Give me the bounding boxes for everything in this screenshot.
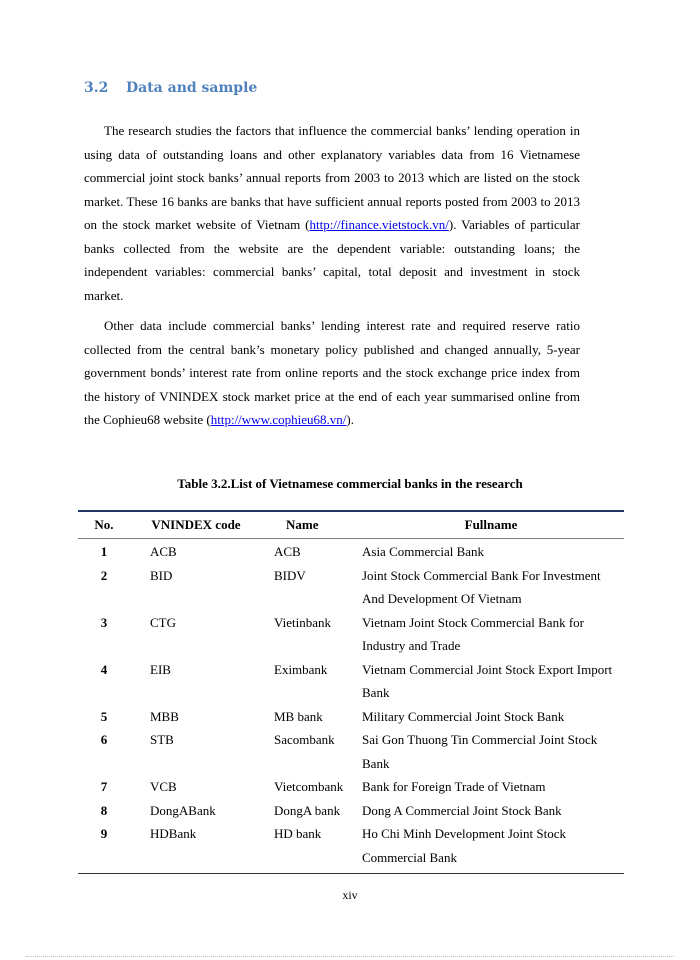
cell-fullname: Joint Stock Commercial Bank For Investment And Development Of Vietnam	[362, 567, 601, 606]
paragraph-text: ).	[346, 412, 354, 427]
cell-code: EIB	[150, 661, 171, 677]
cell-code: BID	[150, 567, 173, 583]
header-name: Name	[262, 511, 358, 539]
cell-name: MB bank	[274, 708, 323, 724]
cell-no: 5	[100, 708, 108, 724]
table-caption: Table 3.2.List of Vietnamese commercial banks in the research	[177, 476, 523, 491]
cell-code: STB	[150, 732, 174, 747]
cell-fullname: Vietnam Joint Stock Commercial Bank for Industry and Trade	[362, 614, 584, 653]
table-header-row	[78, 511, 624, 539]
cell-code: MBB	[150, 708, 179, 724]
cell-fullname: Dong A Commercial Joint Stock Bank	[362, 802, 562, 818]
cell-code: DongABank	[150, 802, 216, 818]
cell-name: Vietinbank	[274, 614, 331, 630]
paragraph-research-data	[84, 119, 580, 307]
cell-fullname: Bank for Foreign Trade of Vietnam	[362, 779, 546, 794]
cell-no: 6	[100, 732, 108, 747]
cell-fullname: Vietnam Commercial Joint Stock Export Import Bank	[362, 661, 613, 700]
banks-table	[78, 510, 624, 874]
cell-no: 3	[100, 614, 108, 630]
cell-no: 9	[78, 822, 130, 874]
table-row	[78, 822, 624, 874]
header-vnindex-code: VNINDEX code	[130, 511, 262, 539]
page-edge-divider	[26, 956, 674, 957]
cell-code: HDBank	[130, 822, 262, 874]
vietstock-link[interactable]: http://finance.vietstock.vn/	[309, 217, 449, 232]
table-row	[78, 728, 624, 775]
table-row	[78, 564, 624, 611]
cell-no: 8	[100, 802, 108, 818]
table-row	[78, 775, 624, 799]
cell-code: VCB	[150, 779, 177, 794]
cophieu68-link[interactable]: http://www.cophieu68.vn/	[210, 412, 347, 427]
paragraph-other-data	[84, 314, 580, 432]
cell-no: 2	[100, 567, 108, 583]
cell-code: CTG	[150, 614, 176, 630]
header-no: No.	[78, 511, 130, 539]
table-row	[78, 539, 624, 564]
cell-name: Eximbank	[274, 661, 328, 677]
cell-no: 1	[100, 544, 108, 559]
cell-code: ACB	[150, 544, 177, 559]
cell-fullname: Asia Commercial Bank	[362, 544, 485, 559]
cell-fullname: Military Commercial Joint Stock Bank	[362, 708, 565, 724]
cell-name: Sacombank	[274, 732, 335, 747]
cell-fullname: Ho Chi Minh Development Joint Stock Commercial Bank	[358, 822, 624, 874]
table-row	[78, 658, 624, 705]
cell-fullname: Sai Gon Thuong Tin Commercial Joint Stock Bank	[362, 732, 598, 771]
header-fullname: Fullname	[358, 511, 624, 539]
section-number: 3.2	[84, 80, 109, 96]
paragraph-text: Other data include commercial banks’ lending interest rate and required reserve ratio collected from the central bank’s monetary policy published and changed annually, 5-year government bonds’ interest rate from online reports and the stock exchange price index from the history of VNINDEX stock market price at the end of each year summarised online from the Cophieu68 website (	[84, 318, 580, 427]
paragraph-text: ). Variables of particular banks collected from the website are the dependent variable: outstanding loans; the independent variables: commercial banks’ capital, total deposit and investment in stock market.	[84, 217, 580, 303]
cell-name: ACB	[274, 544, 301, 559]
table-row	[78, 705, 624, 729]
cell-no: 7	[100, 779, 108, 794]
section-title: Data and sample	[126, 80, 258, 96]
cell-name: HD bank	[262, 822, 358, 874]
cell-name: DongA bank	[274, 802, 341, 818]
cell-no: 4	[100, 661, 108, 677]
cell-name: Vietcombank	[274, 779, 344, 794]
page-number: xiv	[342, 888, 358, 902]
table-row	[78, 611, 624, 658]
paragraph-text: The research studies the factors that influence the commercial banks’ lending operation in using data of outstanding loans and other explanatory variables data from 16 Vietnamese commercial joint stock banks’ annual reports from 2003 to 2013 which are listed on the stock market. These 16 banks are banks that have sufficient annual reports posted from 2003 to 2013 on the stock market website of Vietnam (	[84, 123, 580, 232]
table-row	[78, 799, 624, 823]
section-heading	[84, 80, 257, 96]
cell-name: BIDV	[274, 567, 306, 583]
